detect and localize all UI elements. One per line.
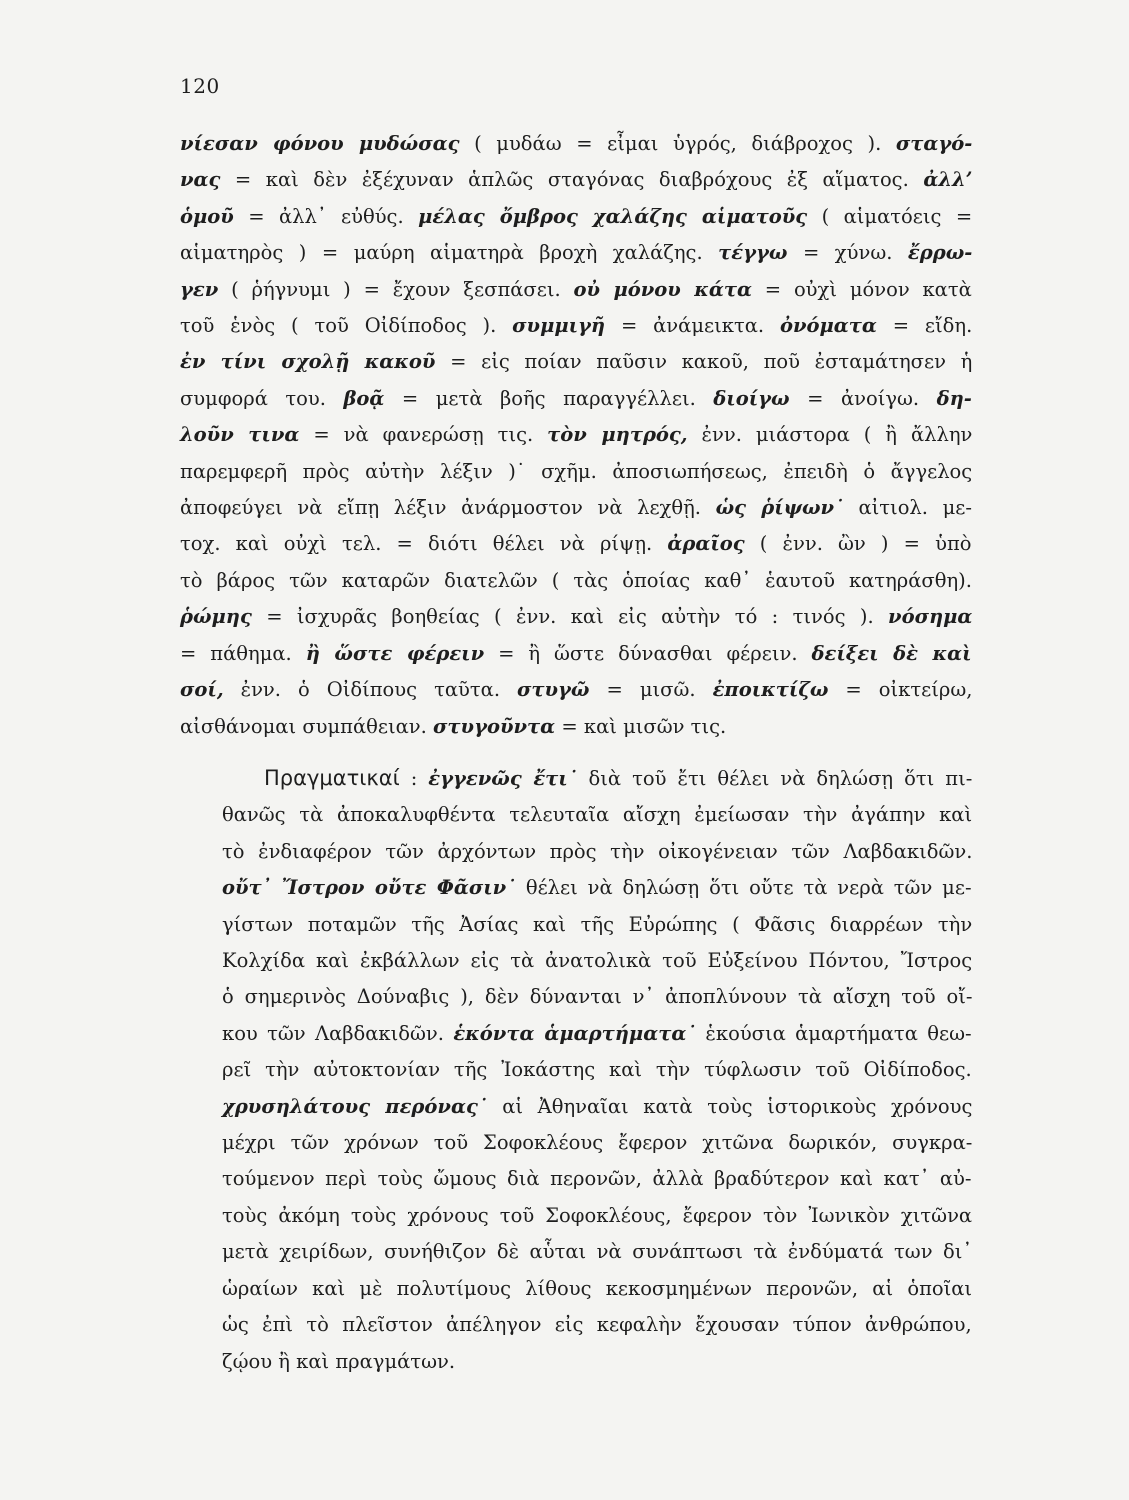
lemma-term: ὡς ῥίψων˙	[715, 496, 844, 520]
lemma-term: ῥώμης	[180, 605, 252, 629]
lemma-term: δείξει δὲ καὶ	[811, 641, 972, 665]
text-line	[180, 454, 972, 490]
gloss-text: μετὰ χειρίδων, συνήθιζον δὲ αὗται νὰ συνάπτωσι τὰ ἐνδύματά των δι᾽	[222, 1240, 973, 1264]
gloss-text: τούμενον περὶ τοὺς ὤμους διὰ περονῶν, ἀλλὰ βραδύτερον καὶ κατ᾽ αὐ-	[222, 1167, 972, 1191]
lemma-term: χρυσηλάτους περόνας˙	[222, 1094, 488, 1118]
lemma-term: τέγγω	[718, 241, 788, 265]
gloss-text: ( μυδάω = εἶμαι ὑγρός, διάβροχος ).	[459, 132, 896, 155]
gloss-text: = μετὰ βοῆς παραγγέλλει.	[384, 386, 714, 410]
lemma-term: συμμιγῆ	[512, 314, 606, 338]
lemma-term: ἐποικτίζω	[712, 678, 829, 702]
text-line	[180, 1271, 972, 1307]
gloss-text: ( ἐνν. ὢν ) = ὑπὸ	[744, 532, 972, 556]
text-line	[180, 870, 972, 906]
commentary-paragraph-lexical	[180, 126, 972, 745]
lemma-term: ὁμοῦ	[180, 204, 234, 228]
gloss-text: = οἰκτείρω,	[828, 678, 973, 702]
text-line	[180, 126, 972, 162]
gloss-text: τοὺς ἀκόμη τοὺς χρόνους τοῦ Σοφοκλέους, ἔφερον τὸν Ἰωνικὸν χιτῶνα	[222, 1203, 973, 1227]
commentary-paragraph-realia	[180, 760, 972, 1380]
lemma-term: λοῦν τινα	[180, 423, 300, 447]
text-line	[180, 272, 972, 308]
gloss-text: ὁ σημερινὸς Δούναβις ), δὲν δύνανται ν᾽ ἀποπλύνουν τὰ αἴσχη τοῦ οἴ-	[222, 985, 973, 1009]
gloss-text: = μισῶ.	[589, 678, 713, 702]
lemma-term: ἑκόντα ἁμαρτήματα˙	[453, 1021, 697, 1045]
gloss-text: θανῶς τὰ ἀποκαλυφθέντα τελευταῖα αἴσχη ἐμείωσαν τὴν ἀγάπην καὶ	[222, 803, 973, 827]
gloss-text: = νὰ φανερώσῃ τις.	[299, 423, 548, 447]
gloss-text: = πάθημα.	[180, 641, 306, 665]
text-line	[180, 599, 972, 635]
text-line	[180, 563, 972, 599]
gloss-text: τὸ βάρος τῶν καταρῶν διατελῶν ( τὰς ὁποίας καθ᾽ ἑαυτοῦ κατηράσθη).	[180, 568, 972, 592]
gloss-text: αἰτιολ. με-	[843, 496, 972, 520]
lemma-term: σταγό-	[895, 132, 973, 155]
gloss-text: ( αἱματόεις =	[807, 204, 973, 228]
gloss-text: τὸ ἐνδιαφέρον τῶν ἀρχόντων πρὸς τὴν οἰκογένειαν τῶν Λαβδακιδῶν.	[222, 839, 973, 863]
text-line	[180, 1234, 972, 1270]
text-line	[180, 943, 972, 979]
text-line	[180, 1052, 972, 1088]
text-line	[180, 1125, 972, 1161]
text-line	[180, 1344, 972, 1380]
gloss-text: = εἴδη.	[876, 314, 973, 338]
gloss-text: ρεῖ τὴν αὐτοκτονίαν τῆς Ἰοκάστης καὶ τὴν τύφλωσιν τοῦ Οἰδίποδος.	[222, 1058, 972, 1082]
text-line	[180, 417, 972, 453]
gloss-text: ζῴου ἢ καὶ πραγμάτων.	[222, 1349, 456, 1373]
lemma-term: οὐ μόνου κάτα	[573, 277, 752, 301]
gloss-text: αἱματηρὸς ) = μαύρη αἱματηρὰ βροχὴ χαλάζης.	[180, 241, 719, 265]
text-line	[180, 526, 972, 562]
gloss-text: γίστων ποταμῶν τῆς Ἀσίας καὶ τῆς Εὐρώπης ( Φᾶσις διαρρέων τὴν	[222, 912, 973, 936]
lemma-term: ἐν τίνι σχολῇ κακοῦ	[180, 350, 436, 374]
lemma-term: οὔτ᾽ Ἴστρον οὔτε Φᾶσιν˙	[222, 876, 516, 900]
lemma-term: γεν	[180, 277, 219, 301]
gloss-text: ἐνν. μιάστορα ( ἢ ἄλλην	[687, 423, 973, 447]
gloss-text: = χύνω.	[787, 241, 908, 265]
text-line	[180, 162, 972, 198]
gloss-text: Κολχίδα καὶ ἐκβάλλων εἰς τὰ ἀνατολικὰ τοῦ Εὐξείνου Πόντου, Ἴστρος	[222, 949, 973, 973]
text-line	[180, 834, 972, 870]
text-line	[180, 1161, 972, 1197]
gloss-text: = οὐχὶ μόνον κατὰ	[751, 277, 972, 301]
lemma-term: στυγοῦντα	[433, 714, 556, 738]
text-line	[180, 381, 972, 417]
gloss-text: θέλει νὰ δηλώσῃ ὅτι οὔτε τὰ νερὰ τῶν με-	[515, 876, 972, 900]
lemma-term: νόσημα	[888, 605, 973, 629]
lemma-term: στυγῶ	[517, 678, 590, 702]
text-line	[180, 760, 972, 797]
gloss-text: αἱ Ἀθηναῖαι κατὰ τοὺς ἱστορικοὺς χρόνους	[487, 1094, 973, 1118]
gloss-text: συμφορά του.	[180, 386, 344, 410]
text-line	[180, 636, 972, 672]
lemma-term: νίεσαν φόνου μυδώσας	[180, 132, 460, 155]
gloss-text: ἑκούσια ἁμαρτήματα θεω-	[696, 1021, 972, 1045]
lemma-term: ἀραῖος	[667, 532, 745, 556]
lemma-term: ἔρρω-	[907, 241, 973, 265]
text-line	[180, 979, 972, 1015]
gloss-text: = καὶ δὲν ἐξέχυναν ἁπλῶς σταγόνας διαβρόχους ἐξ αἵματος.	[220, 168, 924, 192]
gloss-text: = εἰς ποίαν παῦσιν κακοῦ, ποῦ ἐσταμάτησεν ἡ	[435, 350, 973, 374]
lemma-term: μέλας ὄμβρος χαλάζης αἱματοῦς	[418, 204, 808, 228]
section-label: Πραγματικαί	[264, 766, 400, 790]
lemma-term: βοᾷ	[343, 386, 385, 410]
lemma-term: διοίγω	[713, 386, 790, 410]
text-line	[180, 672, 972, 708]
gloss-text: διὰ τοῦ ἔτι θέλει νὰ δηλώσῃ ὅτι πι-	[577, 767, 973, 790]
gloss-text: = ἰσχυρᾶς βοηθείας ( ἐνν. καὶ εἰς αὐτὴν τό : τινός ).	[251, 605, 889, 629]
gloss-text: = ἢ ὥστε δύνασθαι φέρειν.	[484, 641, 812, 665]
gloss-text: τοῦ ἑνὸς ( τοῦ Οἰδίποδος ).	[180, 314, 513, 338]
text-line	[180, 709, 972, 745]
gloss-text: = ἀνοίγω.	[789, 386, 937, 410]
gloss-text: αἰσθάνομαι συμπάθειαν.	[180, 714, 434, 738]
text-line	[180, 1016, 972, 1052]
gloss-text: ( ῥήγνυμι ) = ἔχουν ξεσπάσει.	[218, 277, 574, 301]
text-line	[180, 1089, 972, 1125]
gloss-text: ὡς ἐπὶ τὸ πλεῖστον ἀπέληγον εἰς κεφαλὴν ἔχουσαν τύπον ἀνθρώπου,	[222, 1313, 972, 1337]
gloss-text: κου τῶν Λαβδακιδῶν.	[222, 1021, 454, 1045]
gloss-text: τοχ. καὶ οὐχὶ τελ. = διότι θέλει νὰ ρίψῃ.	[180, 532, 668, 556]
text-line	[180, 1198, 972, 1234]
gloss-text: παρεμφερῆ πρὸς αὐτὴν λέξιν )˙ σχῆμ. ἀποσιωπήσεως, ἐπειδὴ ὁ ἄγγελος	[180, 459, 973, 483]
lemma-term: ἢ ὥστε φέρειν	[305, 641, 485, 665]
gloss-text: = ἀνάμεικτα.	[605, 314, 780, 338]
text-line	[180, 1307, 972, 1343]
gloss-text: ἀποφεύγει νὰ εἴπῃ λέξιν ἀνάρμοστον νὰ λεχθῇ.	[180, 496, 716, 520]
page-number: 120	[180, 74, 220, 98]
text-line	[180, 199, 972, 235]
gloss-text: ὡραίων καὶ μὲ πολυτίμους λίθους κεκοσμημένων περονῶν, αἱ ὁποῖαι	[222, 1276, 973, 1300]
gloss-text: = ἀλλ᾽ εὐθύς.	[233, 204, 419, 228]
text-line	[180, 308, 972, 344]
lemma-term: σοί,	[180, 678, 224, 702]
text-line	[180, 490, 972, 526]
gloss-text: μέχρι τῶν χρόνων τοῦ Σοφοκλέους ἔφερον χιτῶνα δωρικόν, συγκρα-	[222, 1131, 973, 1155]
gloss-text: :	[399, 767, 429, 790]
lemma-term: τὸν μητρός,	[547, 423, 688, 447]
text-line	[180, 235, 972, 271]
lemma-term: νας	[180, 168, 221, 192]
text-line	[180, 344, 972, 380]
gloss-text: ἐνν. ὁ Οἰδίπους ταῦτα.	[223, 678, 518, 702]
lemma-term: δη-	[936, 386, 972, 410]
gloss-text: = καὶ μισῶν τις.	[555, 714, 727, 738]
lemma-term: ἀλλ’	[923, 168, 973, 192]
text-line	[180, 797, 972, 833]
text-line	[180, 907, 972, 943]
lemma-term: ἐγγενῶς ἔτι˙	[428, 767, 578, 790]
lemma-term: ὀνόματα	[779, 314, 877, 338]
